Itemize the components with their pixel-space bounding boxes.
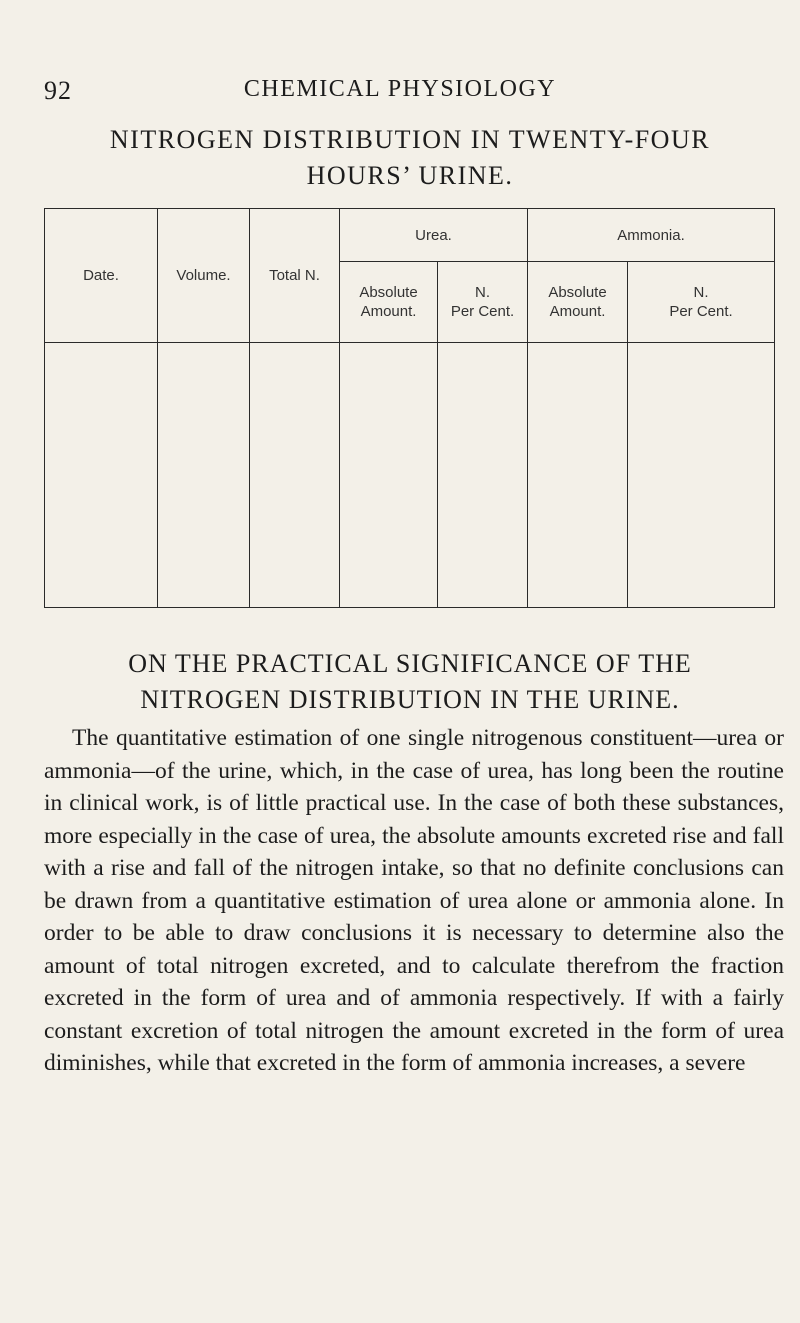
column-header-total-n: Total N.	[250, 209, 340, 343]
ammonia-absolute-line-2: Amount.	[549, 303, 606, 320]
cell-ammonia-percent	[628, 343, 775, 608]
column-header-urea: Urea.	[340, 209, 528, 262]
urea-percent-line-2: Per Cent.	[450, 303, 515, 320]
cell-urea-percent	[438, 343, 528, 608]
body-paragraph: The quantitative estimation of one single nitrogenous constituent—urea or ammonia—of the urine, which, in the case of urea, has long been the routine in clinical work, is of little practical use. In the case of both these substances, more especially in the case of urea, the absolute amounts excreted rise and fall with a rise and fall of the nitrogen intake, so that no definite conclusions can be drawn from a quantitative estimation of urea alone or ammonia alone. In order to be able to draw conclusions it is necessary to determine also the amount of total nitrogen excreted, and to calculate therefrom the fraction excreted in the form of urea and of ammonia respectively. If with a fairly constant excretion of total nitrogen the amount excreted in the form of urea diminishes, while that excreted in the form of ammonia increases, a severe	[44, 725, 784, 1076]
table-title	[40, 122, 780, 194]
section-heading	[40, 646, 780, 718]
column-header-ammonia: Ammonia.	[528, 209, 775, 262]
ammonia-percent-line-1: N.	[693, 284, 709, 301]
distribution-table-grid	[44, 208, 775, 608]
urea-absolute-line-2: Amount.	[360, 303, 417, 320]
urea-percent-line-1: N.	[475, 284, 490, 301]
ammonia-absolute-line-1: Absolute	[548, 284, 607, 301]
column-header-volume: Volume.	[158, 209, 250, 343]
cell-volume	[158, 343, 250, 608]
column-header-date: Date.	[45, 209, 158, 343]
cell-date	[45, 343, 158, 608]
column-header-urea-absolute	[340, 262, 438, 343]
column-header-urea-percent	[438, 262, 528, 343]
table-body-row	[45, 343, 775, 608]
section-heading-line-1: ON THE PRACTICAL SIGNIFICANCE OF THE	[128, 649, 692, 678]
header-row-1	[45, 209, 775, 262]
cell-urea-absolute	[340, 343, 438, 608]
nitrogen-distribution-table	[44, 208, 774, 608]
column-header-ammonia-absolute	[528, 262, 628, 343]
running-head: CHEMICAL PHYSIOLOGY	[243, 76, 557, 102]
table-title-line-1: NITROGEN DISTRIBUTION IN TWENTY-FOUR	[109, 125, 711, 154]
section-heading-line-2: NITROGEN DISTRIBUTION IN THE URINE.	[140, 685, 680, 714]
urea-absolute-line-1: Absolute	[359, 284, 418, 301]
cell-total-n	[250, 343, 340, 608]
table-title-line-2: HOURS’ URINE.	[306, 161, 514, 190]
cell-ammonia-absolute	[528, 343, 628, 608]
column-header-ammonia-percent	[628, 262, 775, 343]
page-number: 92	[44, 76, 72, 105]
ammonia-percent-line-2: Per Cent.	[669, 303, 733, 320]
